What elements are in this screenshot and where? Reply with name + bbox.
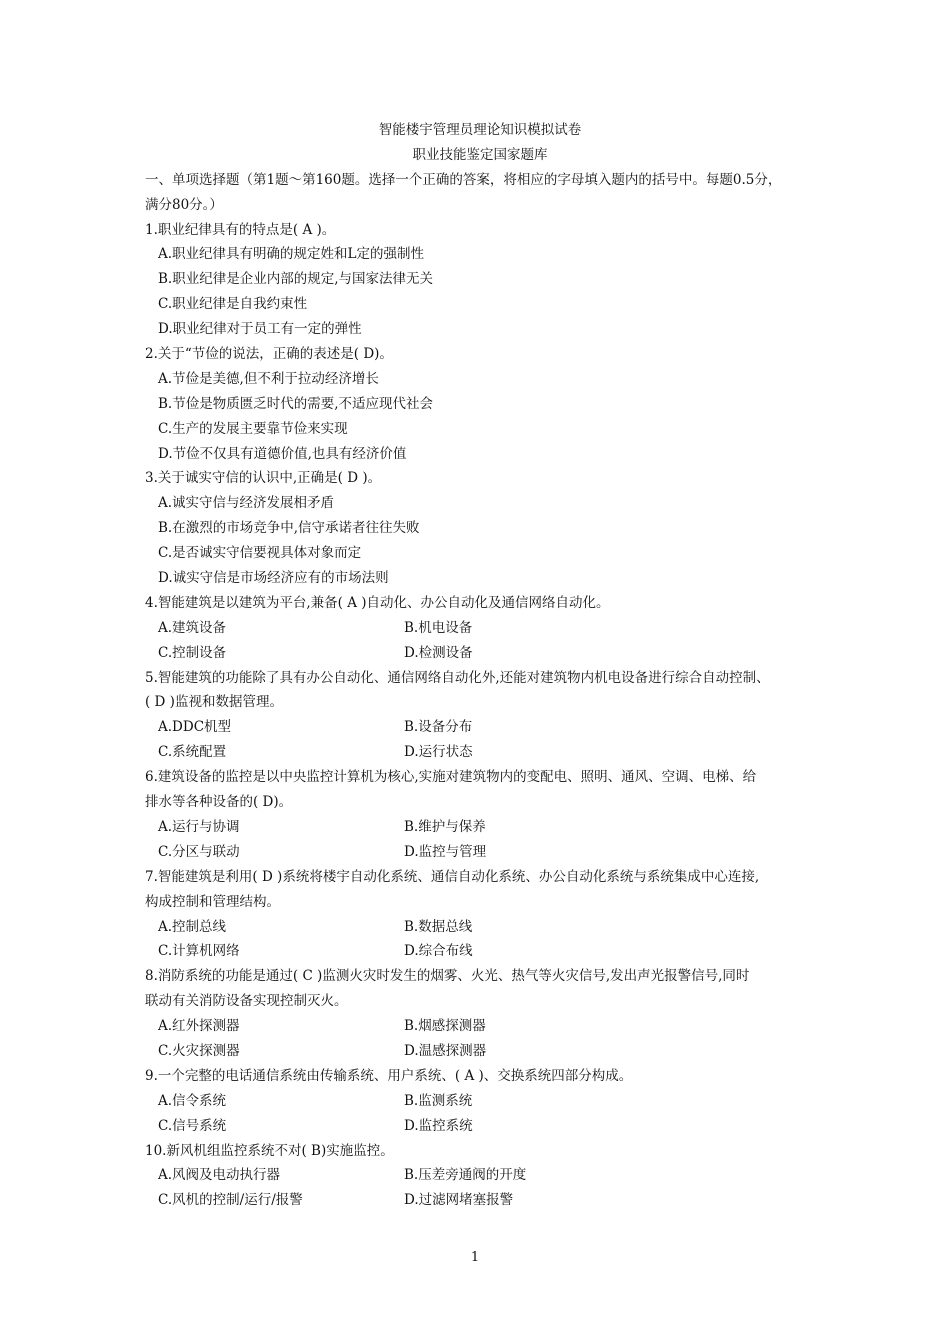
answer-option: B.设备分布 [404,719,473,736]
question-stem: 3.关于诚实守信的认识中,正确是( D )。 [145,470,382,487]
option-row [145,1014,815,1039]
answer-option: D.综合布线 [404,943,473,960]
page-number: 1 [470,1250,480,1265]
option-row [145,641,815,666]
answer-option: D.监控系统 [404,1117,473,1134]
answer-option: A.风阀及电动执行器 [158,1167,281,1184]
answer-option: A.信令系统 [158,1092,227,1109]
answer-option: A.控制总线 [158,918,227,935]
question-stem: 6.建筑设备的监控是以中央监控计算机为核心,实施对建筑物内的变配电、照明、通风、空调、电梯、给 [145,769,757,786]
question-stem: 构成控制和管理结构。 [145,893,280,910]
answer-option: B.在激烈的市场竞争中,信守承诺者往往失败 [158,520,420,537]
answer-option: C.生产的发展主要靠节俭来实现 [158,420,348,437]
question-stem: 5.智能建筑的功能除了具有办公自动化、通信网络自动化外,还能对建筑物内机电设备进行综合自动控制、 [145,669,770,686]
answer-option: A.DDC机型 [158,719,232,736]
answer-option: B.维护与保养 [404,818,486,835]
page-subtitle: 职业技能鉴定国家题库 [412,146,548,163]
answer-option: C.职业纪律是自我约束性 [158,296,308,313]
answer-option: C.是否诚实守信要视具体对象而定 [158,545,362,562]
answer-option: B.机电设备 [404,619,473,636]
option-row [145,1089,815,1114]
question-stem: 9.一个完整的电话通信系统由传输系统、用户系统、( A )、交换系统四部分构成。 [145,1067,633,1084]
option-row [145,715,815,740]
question-stem: 7.智能建筑是利用( D )系统将楼宇自动化系统、通信自动化系统、办公自动化系统与系统集成中心连接, [145,868,760,885]
question-block [145,466,815,590]
answer-option: D.节俭不仅具有道德价值,也具有经济价值 [158,445,407,462]
question-list [145,218,815,1214]
answer-option: A.职业纪律具有明确的规定姓和L定的强制性 [158,246,425,263]
answer-option: A.节俭是美德,但不利于拉动经济增长 [158,370,379,387]
option-row [145,1188,815,1213]
page-title: 智能楼宇管理员理论知识模拟试卷 [378,122,582,138]
option-row [145,840,815,865]
question-stem: 联动有关消防设备实现控制灭火。 [145,993,348,1010]
answer-option: C.计算机网络 [158,943,240,960]
answer-option: D.监控与管理 [404,843,487,860]
answer-option: D.温感探测器 [404,1042,487,1059]
question-block [145,591,815,666]
question-block [145,666,815,766]
page-content [145,118,815,1213]
option-row [145,616,815,641]
answer-option: D.职业纪律对于员工有一定的弹性 [158,321,362,338]
option-row [145,915,815,940]
question-stem: 10.新风机组监控系统不对( B)实施监控。 [145,1142,394,1159]
answer-option: D.检测设备 [404,644,473,661]
answer-option: B.数据总线 [404,918,473,935]
answer-option: B.监测系统 [404,1092,473,1109]
answer-option: B.节俭是物质匮乏时代的需要,不适应现代社会 [158,395,434,412]
question-stem: 排水等各种设备的( D)。 [145,794,293,811]
answer-option: A.建筑设备 [158,619,227,636]
answer-option: C.控制设备 [158,644,227,661]
question-block [145,765,815,865]
answer-option: A.红外探测器 [158,1018,240,1035]
option-row [145,1114,815,1139]
section-instructions-line-1: 一、单项选择题（第1题～第160题。选择一个正确的答案，将相应的字母填入题内的括号中。每题0.5分， [145,171,782,188]
answer-option: C.系统配置 [158,744,227,761]
question-block [145,342,815,466]
option-row [145,815,815,840]
section-instructions-line-2: 满分80分。） [145,196,223,213]
option-row [145,740,815,765]
question-block [145,218,815,342]
answer-option: B.压差旁通阀的开度 [404,1167,527,1184]
question-stem: 2.关于“节俭的说法，正确的表述是( D)。 [145,346,393,363]
answer-option: D.运行状态 [404,744,473,761]
answer-option: C.信号系统 [158,1117,227,1134]
question-block [145,1064,815,1139]
answer-option: D.诚实守信是市场经济应有的市场法则 [158,570,389,587]
answer-option: A.运行与协调 [158,818,240,835]
answer-option: B.烟感探测器 [404,1018,486,1035]
question-stem: 4.智能建筑是以建筑为平台,兼备( A )自动化、办公自动化及通信网络自动化。 [145,594,610,611]
answer-option: A.诚实守信与经济发展相矛盾 [158,495,335,512]
answer-option: C.分区与联动 [158,843,240,860]
answer-option: D.过滤网堵塞报警 [404,1192,514,1209]
question-stem: 8.消防系统的功能是通过( C )监测火灾时发生的烟雾、火光、热气等火灾信号,发出声光报警信号,同时 [145,968,750,985]
question-block [145,865,815,965]
question-block [145,1139,815,1214]
option-row [145,1163,815,1188]
option-row [145,939,815,964]
question-stem: ( D )监视和数据管理。 [145,694,283,711]
option-row [145,1039,815,1064]
answer-option: C.火灾探测器 [158,1042,240,1059]
question-stem: 1.职业纪律具有的特点是( A )。 [145,221,336,238]
question-block [145,964,815,1064]
answer-option: B.职业纪律是企业内部的规定,与国家法律无关 [158,271,434,288]
answer-option: C.风机的控制/运行/报警 [158,1192,303,1209]
